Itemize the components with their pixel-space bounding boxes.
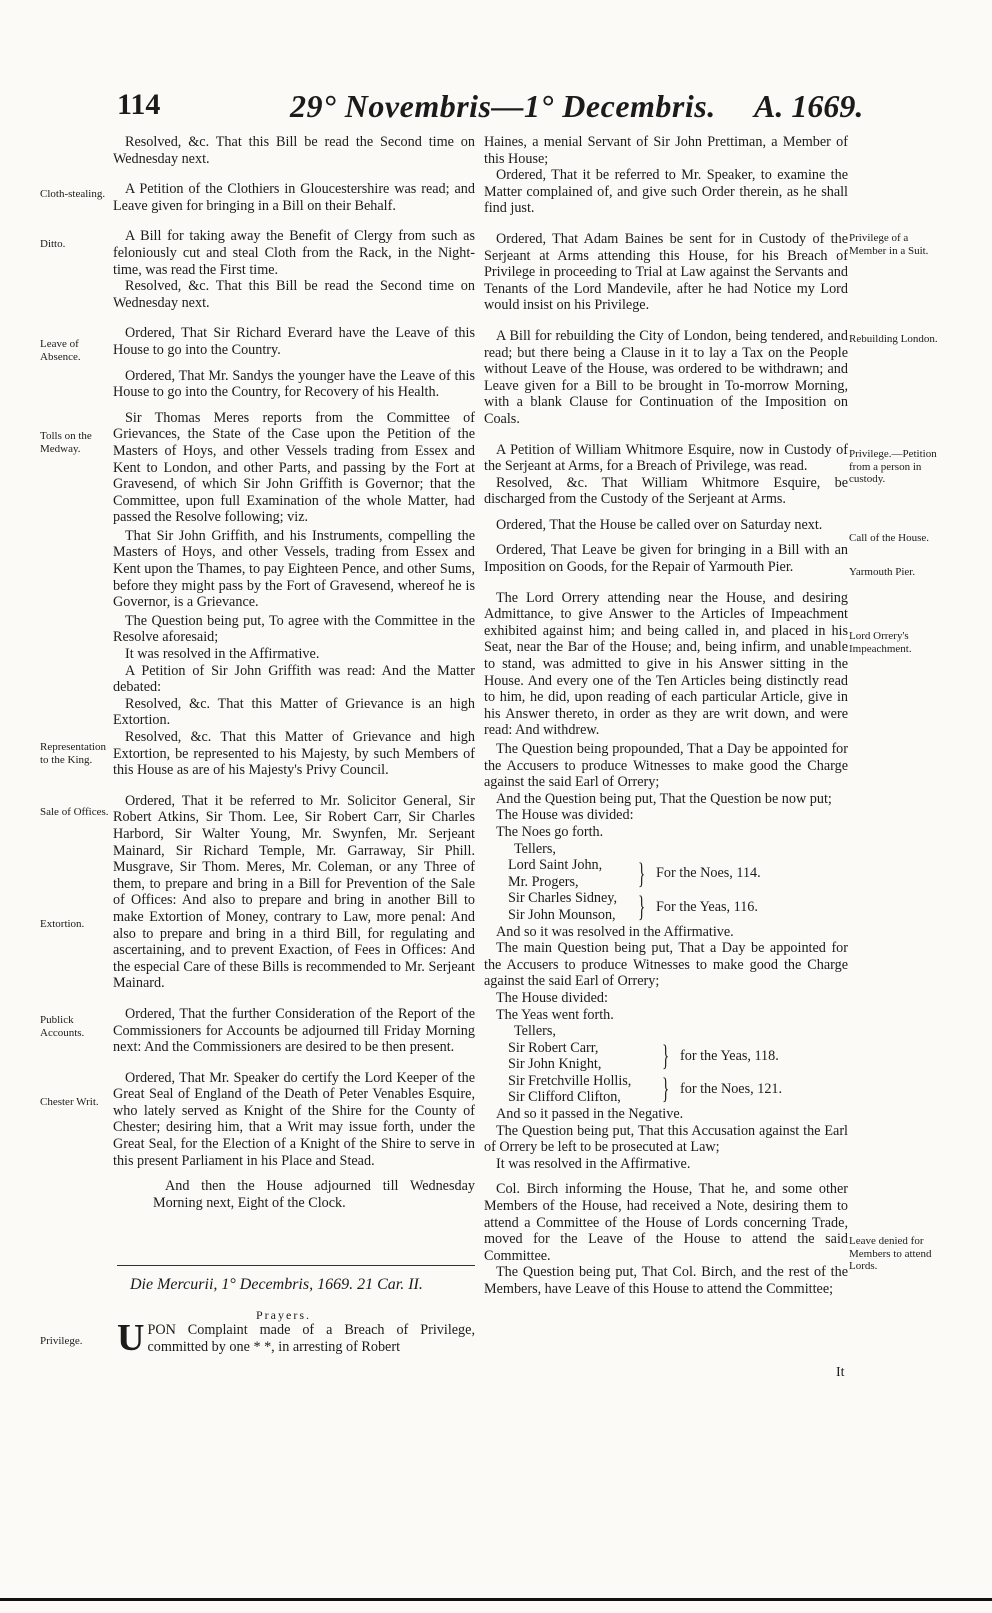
paragraph: Col. Birch informing the House, That he, and some other Members of the House, had received a Note, desiring them to attend a Committee of the House of Lords concerning Trade, moved for the Leave of the House to attend the said Committee. bbox=[484, 1181, 848, 1264]
brace: } bbox=[638, 856, 646, 890]
paragraph: Resolved, &c. That this Bill be read the Second time on Wednesday next. bbox=[113, 134, 475, 167]
margin-note: Privilege of a Member in a Suit. bbox=[849, 232, 929, 257]
margin-note: Tolls on the Medway. bbox=[40, 430, 92, 455]
paragraph: That Sir John Griffith, and his Instruments, compelling the Masters of Hoys, and other Vessels, trading from Essex and Kent upon the Thames, to pay Eighteen Pence, and other Sums, before they might pass by the Fort of Gravesend, whereof he is Governor, is a Grievance. bbox=[113, 527, 475, 611]
drop-cap: U bbox=[117, 1317, 145, 1359]
paragraph: The Yeas went forth. bbox=[496, 1006, 614, 1023]
paragraph: Ordered, That it be referred to Mr. Speaker, to examine the Matter complained of, and give such Order therein, as he shall find just. bbox=[484, 167, 848, 217]
margin-note: Lord Orrery's Impeachment. bbox=[849, 630, 912, 655]
brace: } bbox=[662, 1039, 670, 1073]
margin-note: Privilege.—Petition from a person in custody. bbox=[849, 448, 937, 485]
paragraph: The House divided: bbox=[496, 989, 608, 1006]
prayers-heading: Prayers. bbox=[256, 1308, 311, 1322]
brace: } bbox=[638, 889, 646, 923]
teller-name: Sir Robert Carr, bbox=[508, 1039, 599, 1056]
paragraph: Resolved, &c. That William Whitmore Esquire, be discharged from the Custody of the Serjeant at Arms. bbox=[484, 474, 848, 508]
paragraph: It was resolved in the Affirmative. bbox=[496, 1155, 691, 1172]
division-table bbox=[508, 1040, 848, 1106]
paragraph: A Bill for taking away the Benefit of Clergy from such as feloniously cut and steal Cloth from the Rack, in the Night-time, was read the First time. bbox=[113, 228, 475, 278]
division-result: For the Yeas, 116. bbox=[656, 898, 758, 915]
division-result: for the Yeas, 118. bbox=[680, 1047, 779, 1064]
paragraph: The Question being put, That Col. Birch, and the rest of the Members, have Leave of this House to attend the Committee; bbox=[484, 1264, 848, 1297]
margin-note: Extortion. bbox=[40, 918, 85, 930]
running-year: A. 1669. bbox=[754, 88, 864, 124]
margin-note: Chester Writ. bbox=[40, 1096, 99, 1108]
margin-note: Representation to the King. bbox=[40, 741, 106, 766]
paragraph: The House was divided: bbox=[496, 807, 634, 824]
left-column bbox=[113, 134, 475, 1211]
margin-note: Call of the House. bbox=[849, 532, 930, 544]
teller-name: Sir Charles Sidney, bbox=[508, 890, 618, 907]
margin-note: Yarmouth Pier. bbox=[849, 566, 916, 578]
left-column-tail bbox=[117, 1317, 475, 1359]
section-rule bbox=[117, 1265, 475, 1266]
paragraph: A Bill for rebuilding the City of London, being tendered, and read; but there being a Clause in it to lay a Tax on the People without Leave of the House, was ordered to be withdrawn; and Leave given for a Bill to be brought in To-morrow Morning, with a blank Clause for Continuation of the Imposition on Coals. bbox=[484, 327, 848, 427]
paragraph: A Petition of the Clothiers in Gloucestershire was read; and Leave given for bringing in a Bill on their Behalf. bbox=[113, 181, 475, 214]
teller-name: Lord Saint John, bbox=[508, 857, 603, 874]
running-date: 29° Novembris—1° Decembris. bbox=[290, 88, 716, 124]
margin-note: Leave of Absence. bbox=[40, 338, 81, 363]
paragraph: Ordered, That Mr. Sandys the younger have the Leave of this House to go into the Country, for Recovery of his Health. bbox=[113, 367, 475, 401]
paragraph: Resolved, &c. That this Matter of Grievance and high Extortion, be represented to his Majesty, by such Members of this House as are of his Majesty's Privy Council. bbox=[113, 729, 475, 779]
bottom-border bbox=[0, 1598, 992, 1601]
margin-note: Publick Accounts. bbox=[40, 1014, 85, 1039]
division-result: For the Noes, 114. bbox=[656, 865, 761, 882]
paragraph: Ordered, That the further Consideration of the Report of the Commissioners for Accounts be adjourned till Friday Morning next: And the Commissioners are desired to be then present. bbox=[113, 1005, 475, 1056]
paragraph: It was resolved in the Affirmative. bbox=[125, 646, 320, 663]
paragraph: Ordered, That Sir Richard Everard have the Leave of this House to go into the Country. bbox=[113, 325, 475, 358]
division-row bbox=[508, 1073, 848, 1106]
paragraph: Resolved, &c. That this Matter of Grievance is an high Extortion. bbox=[113, 695, 475, 729]
paragraph: And so it passed in the Negative. bbox=[496, 1106, 684, 1123]
paragraph: And the Question being put, That the Question be now put; bbox=[496, 790, 832, 807]
catchword: It bbox=[836, 1365, 845, 1380]
division-row bbox=[508, 1040, 848, 1073]
margin-note: Rebuilding London. bbox=[849, 333, 938, 345]
division-result: for the Noes, 121. bbox=[680, 1081, 783, 1098]
teller-name: Sir John Mounson, bbox=[508, 906, 616, 923]
paragraph: Ordered, That Adam Baines be sent for in Custody of the Serjeant at Arms attending this House, for his Breach of Privilege in proceeding to Trial at Law against the Servants and Tenants of the Lord Mandevile, after he had Notice my Lord would insist on his Privilege. bbox=[484, 230, 848, 314]
day-heading: Die Mercurii, 1° Decembris, 1669. 21 Car. II. bbox=[130, 1276, 423, 1293]
paragraph: Haines, a menial Servant of Sir John Prettiman, a Member of this House; bbox=[484, 134, 848, 167]
paragraph: The Question being put, To agree with the Committee in the Resolve aforesaid; bbox=[113, 612, 475, 646]
paragraph: The Question being propounded, That a Day be appointed for the Accusers to produce Witnesses to make good the Charge against the said Earl of Orrery; bbox=[484, 741, 848, 791]
teller-name: Sir Fretchville Hollis, bbox=[508, 1072, 632, 1089]
tellers-label: Tellers, bbox=[514, 840, 556, 857]
margin-note: Ditto. bbox=[40, 238, 66, 250]
margin-note: Leave denied for Members to attend Lords. bbox=[849, 1235, 932, 1272]
paragraph: The Noes go forth. bbox=[496, 823, 604, 840]
paragraph: The Question being put, That this Accusation against the Earl of Orrery be left to be prosecuted at Law; bbox=[484, 1122, 848, 1156]
margin-note: Sale of Offices. bbox=[40, 806, 109, 818]
paragraph: Ordered, That it be referred to Mr. Solicitor General, Sir Robert Atkins, Sir Thom. Lee, Sir Robert Carr, Sir Charles Harbord, Sir Walter Young, Mr. Swynfen, Mr. Serjeant Mainard, Sir Richard Temple, Mr. Garraway, Sir Phill. Musgrave, Sir Thom. Meres, Mr. Coleman, or any Three of them, to prepare and bring in a Bill for Prevention of the Sale of Offices: And also to prepare and bring in another Bill to make Extortion of Money, contrary to Law, more penal: And also to prepare and bring in a third Bill, for regulating and ascertaining, and to prevent Exaction, of Fees in Offices: And the especial Care of these Bills is recommended to Mr. Serjeant Mainard. bbox=[113, 792, 475, 992]
tellers-label: Tellers, bbox=[514, 1023, 556, 1040]
brace: } bbox=[662, 1072, 670, 1106]
right-column bbox=[484, 134, 848, 1298]
teller-name: Mr. Progers, bbox=[508, 873, 579, 890]
margin-note: Cloth-stealing. bbox=[40, 188, 106, 200]
paragraph: And so it was resolved in the Affirmative. bbox=[496, 923, 734, 940]
division-row bbox=[508, 857, 848, 890]
division-row bbox=[508, 890, 848, 923]
margin-note: Privilege. bbox=[40, 1335, 83, 1347]
paragraph: A Petition of William Whitmore Esquire, now in Custody of the Serjeant at Arms, for a Breach of Privilege, was read. bbox=[484, 441, 848, 475]
paragraph: Sir Thomas Meres reports from the Committee of Grievances, the State of the Case upon the Petition of the Masters of Hoys, and other Vessels trading from Essex and Kent to London, and other Parts, and passing by the Fort at Gravesend, of which Sir John Griffith is Governor; that the Committee, upon full Examination of the whole Matter, had passed the Resolve following; viz. bbox=[113, 409, 475, 526]
paragraph: A Petition of Sir John Griffith was read: And the Matter debated: bbox=[113, 662, 475, 696]
paragraph: Ordered, That Leave be given for bringing in a Bill with an Imposition on Goods, for the Repair of Yarmouth Pier. bbox=[484, 542, 848, 576]
paragraph: The main Question being put, That a Day be appointed for the Accusers to produce Witnesses to make good the Charge against the said Earl of Orrery; bbox=[484, 940, 848, 990]
paragraph: Ordered, That the House be called over on Saturday next. bbox=[496, 516, 823, 533]
adjournment: And then the House adjourned till Wednesday Morning next, Eight of the Clock. bbox=[153, 1178, 475, 1211]
paragraph: Resolved, &c. That this Bill be read the Second time on Wednesday next. bbox=[113, 278, 475, 311]
division-table bbox=[508, 857, 848, 923]
teller-name: Sir Clifford Clifton, bbox=[508, 1089, 621, 1106]
paragraph: The Lord Orrery attending near the House, and desiring Admittance, to give Answer to the Articles of Impeachment exhibited against him; and being called in, and placed in his Seat, near the Bar of the House; and, being infirm, and unable to stand, was admitted to give in his Answer sitting in the House. And every one of the Ten Articles being distinctly read to him, he did, upon reading of each particular Article, give in his Answer thereto, in order as they are writ down, and were read: And withdrew. bbox=[484, 589, 848, 739]
paragraph: PON Complaint made of a Breach of Privilege, committed by one * *, in arresting of Robert bbox=[147, 1322, 475, 1355]
teller-name: Sir John Knight, bbox=[508, 1056, 602, 1073]
paragraph: Ordered, That Mr. Speaker do certify the Lord Keeper of the Great Seal of England of the Death of Peter Venables Esquire, who lately served as Knight of the Shire for the County of Chester; desiring him, that a Writ may issue forth, under the Great Seal, for the Election of a Knight of the Shire to serve in this present Parliament in his Place and Stead. bbox=[113, 1069, 475, 1169]
page-number: 114 bbox=[117, 88, 161, 121]
